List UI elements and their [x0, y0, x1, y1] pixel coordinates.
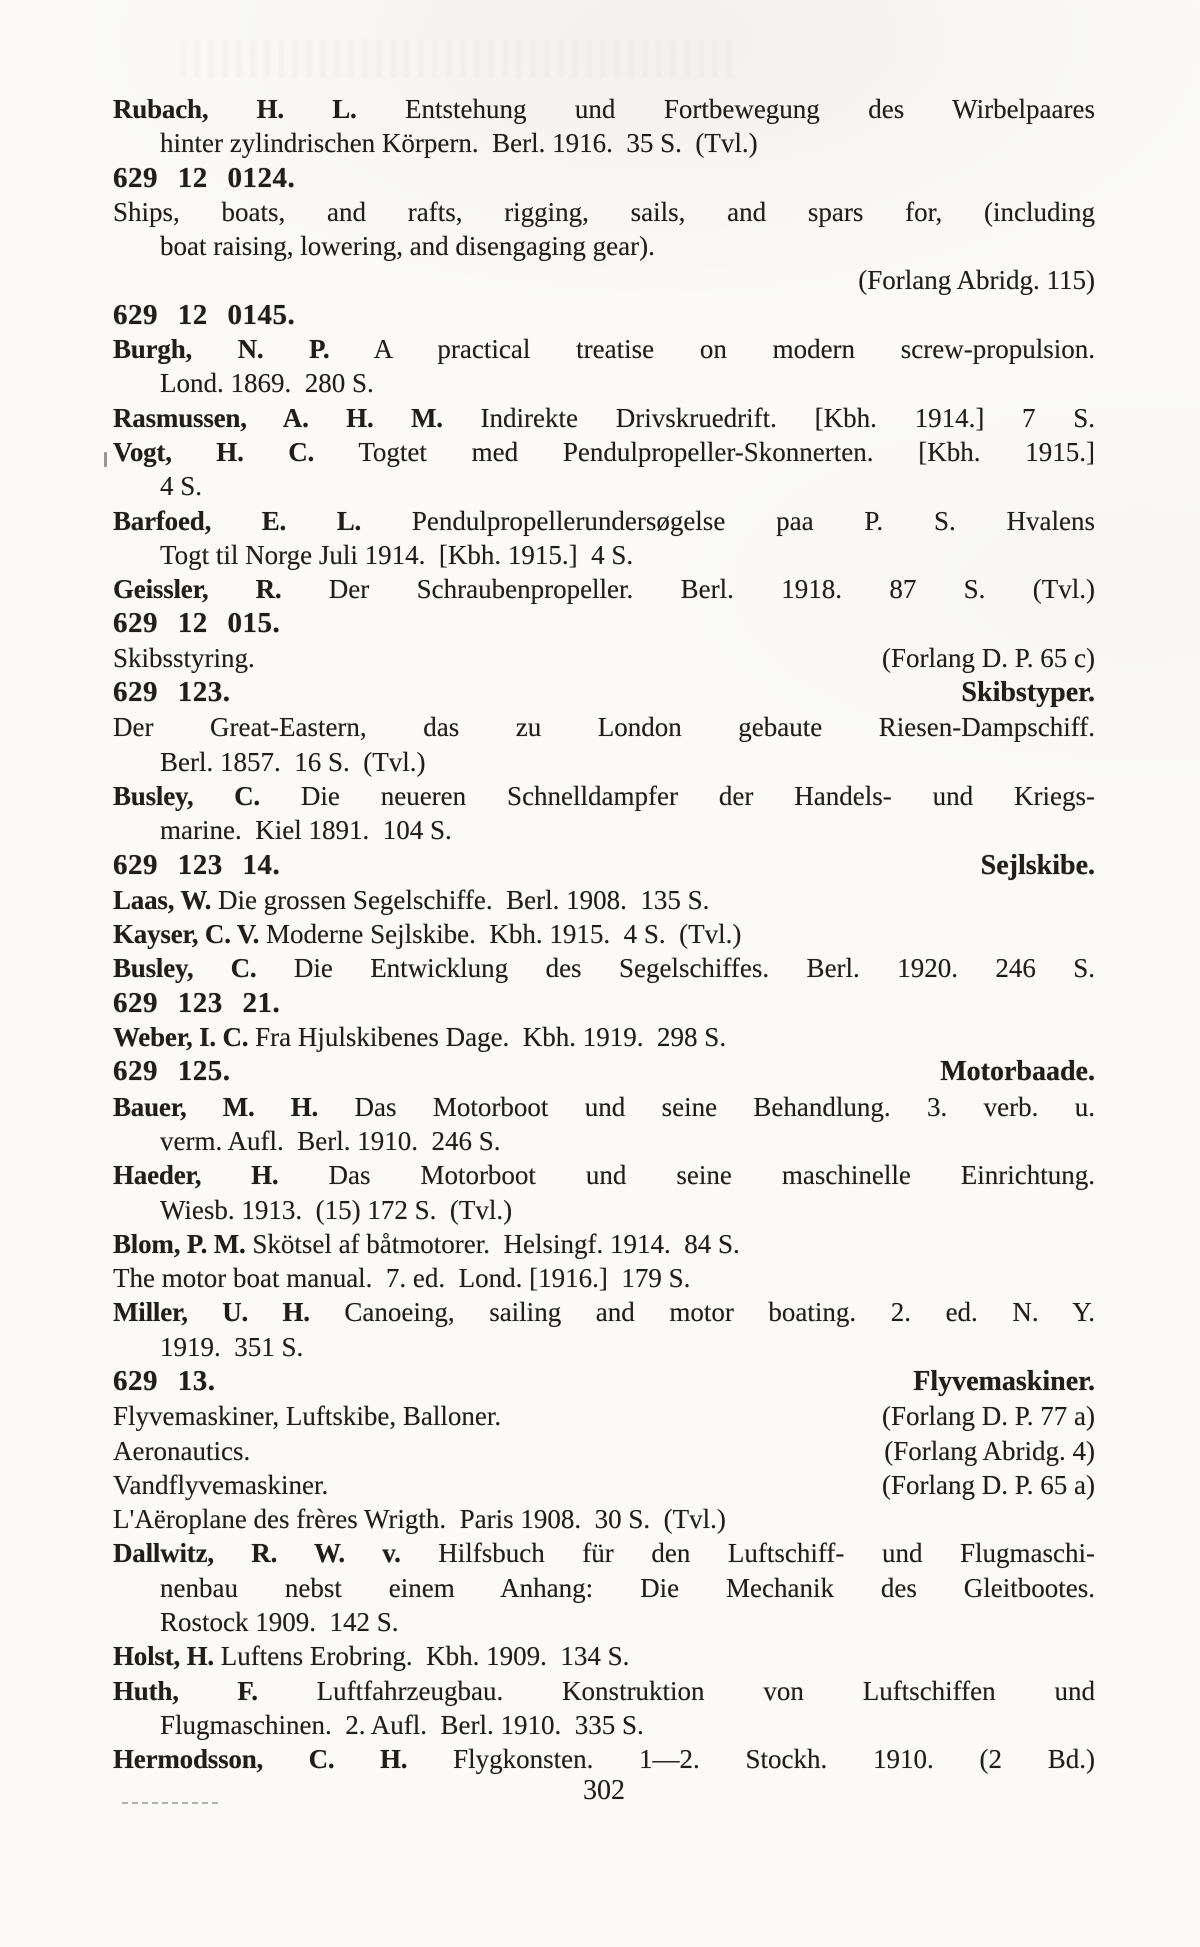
reference-label: (Forlang D. P. 65 a) — [882, 1469, 1095, 1500]
line-text: Berl. 1857. 16 S. (Tvl.) — [160, 746, 426, 777]
class-number-line — [113, 1364, 1095, 1399]
reference-label: (Forlang D. P. 65 c) — [882, 642, 1095, 673]
catalog-line — [113, 1020, 1095, 1054]
line-text: 1919. 351 S. — [160, 1331, 304, 1362]
scan-mark-artifact — [104, 452, 107, 467]
line-text: Rubach, H. L. Entstehung und Fortbewegung des Wirbelpaares — [113, 94, 1096, 124]
catalog-line — [113, 1605, 1095, 1639]
catalog-line — [113, 229, 1095, 263]
line-text: Bauer, M. H. Das Motorboot und seine Behandlung. 3. verb. u. — [113, 1091, 1095, 1122]
line-text: verm. Aufl. Berl. 1910. 246 S. — [160, 1125, 501, 1156]
catalog-line — [113, 1536, 1095, 1570]
line-text: boat raising, lowering, and disengaging gear). — [160, 231, 655, 262]
catalog-line — [113, 745, 1095, 779]
catalog-line — [113, 332, 1095, 366]
line-text: 629 12 015. — [113, 607, 281, 640]
line-text: Skibsstyring. — [113, 642, 255, 673]
author-name: Holst, H. — [113, 1641, 214, 1672]
catalog-line — [113, 1434, 1095, 1468]
catalog-line — [113, 883, 1095, 917]
line-text: Flugmaschinen. 2. Aufl. Berl. 1910. 335 S. — [160, 1709, 644, 1740]
line-text: Burgh, N. P. A practical treatise on modern screw-propulsion. — [113, 334, 1096, 365]
line-text: Holst, H. Luftens Erobring. Kbh. 1909. 134 S. — [113, 1641, 630, 1672]
catalog-line — [113, 1090, 1095, 1124]
author-name: Burgh, N. P. — [113, 334, 330, 365]
catalog-line — [113, 1468, 1095, 1502]
catalog-line — [113, 195, 1095, 229]
line-text: 629 123 21. — [113, 986, 281, 1019]
author-name: Vogt, H. C. — [113, 436, 315, 467]
catalog-line — [113, 1261, 1095, 1295]
catalog-line — [113, 92, 1095, 126]
line-text: 629 123 14. — [113, 848, 281, 881]
line-text: Busley, C. Die Entwicklung des Segelschiffes. Berl. 1920. 246 S. — [113, 953, 1095, 984]
line-text: Hermodsson, C. H. Flygkonsten. 1—2. Stockh. 1910. (2 Bd.) — [113, 1744, 1095, 1775]
class-number-line — [113, 161, 1095, 195]
catalog-line — [113, 572, 1095, 606]
catalog-line — [113, 1227, 1095, 1261]
line-text: Aeronautics. — [113, 1435, 251, 1466]
line-text: Lond. 1869. 280 S. — [160, 368, 374, 399]
line-text: Barfoed, E. L. Pendulpropellerundersøgelse paa P. S. Hvalens — [113, 505, 1096, 536]
author-name: Bauer, M. H. — [113, 1091, 319, 1122]
catalog-line — [113, 1399, 1095, 1433]
scan-smudge-artifact — [180, 40, 740, 78]
page-number: 302 — [583, 1775, 625, 1806]
class-number-line — [113, 675, 1095, 710]
class-number-line — [113, 298, 1095, 332]
catalog-line — [113, 641, 1095, 675]
line-text: Kayser, C. V. Moderne Sejlskibe. Kbh. 1915. 4 S. (Tvl.) — [113, 919, 742, 950]
reference-label: (Forlang Abridg. 4) — [884, 1435, 1095, 1466]
author-name: Hermodsson, C. H. — [113, 1744, 408, 1775]
catalog-line — [113, 779, 1095, 813]
catalog-line — [113, 1742, 1095, 1776]
section-heading: Skibstyper. — [961, 677, 1095, 709]
catalog-line — [113, 813, 1095, 847]
author-name: Haeder, H. — [113, 1160, 279, 1191]
catalog-line — [113, 366, 1095, 400]
catalog-line — [113, 263, 1095, 297]
line-text: L'Aëroplane des frères Wrigth. Paris 1908. 30 S. (Tvl.) — [113, 1504, 726, 1535]
line-text: 629 123. — [113, 676, 231, 709]
catalog-line — [113, 1295, 1095, 1329]
reference-label: (Forlang D. P. 77 a) — [882, 1401, 1095, 1432]
catalog-line — [113, 538, 1095, 572]
line-text: Flyvemaskiner, Luftskibe, Balloner. — [113, 1401, 502, 1432]
line-text: Laas, W. Die grossen Segelschiffe. Berl. 1908. 135 S. — [113, 884, 710, 915]
class-number-line — [113, 848, 1095, 883]
author-name: Busley, C. — [113, 953, 257, 984]
line-text: Der Great-Eastern, das zu London gebaute Riesen-Dampschiff. — [113, 712, 1095, 743]
catalog-line — [113, 1502, 1095, 1536]
catalog-line — [113, 951, 1095, 985]
author-name: Rubach, H. L. — [113, 94, 357, 124]
line-text: Wiesb. 1913. (15) 172 S. (Tvl.) — [160, 1194, 513, 1225]
line-text: 629 12 0145. — [113, 298, 296, 331]
author-name: Huth, F. — [113, 1675, 258, 1706]
catalog-line — [113, 126, 1095, 160]
line-text: Haeder, H. Das Motorboot und seine maschinelle Einrichtung. — [113, 1160, 1096, 1191]
line-text: hinter zylindrischen Körpern. Berl. 1916. 35 S. (Tvl.) — [160, 128, 758, 159]
class-number-line — [113, 1054, 1095, 1089]
catalog-line — [113, 1674, 1095, 1708]
line-text: Miller, U. H. Canoeing, sailing and motor boating. 2. ed. N. Y. — [113, 1297, 1095, 1328]
line-text: Geissler, R. Der Schraubenpropeller. Berl. 1918. 87 S. (Tvl.) — [113, 574, 1096, 605]
line-text: The motor boat manual. 7. ed. Lond. [1916.] 179 S. — [113, 1263, 691, 1294]
reference-label: (Forlang Abridg. 115) — [858, 265, 1095, 296]
section-heading: Sejlskibe. — [980, 849, 1095, 881]
catalog-line — [113, 1330, 1095, 1364]
scan-dash-artifact — [122, 1802, 218, 1804]
catalog-line — [113, 1193, 1095, 1227]
line-text: Vandflyvemaskiner. — [113, 1469, 329, 1500]
line-text: Ships, boats, and rafts, rigging, sails, and spars for, (including — [113, 196, 1095, 227]
line-text: nenbau nebst einem Anhang: Die Mechanik des Gleitbootes. — [160, 1572, 1095, 1603]
catalog-line — [113, 710, 1095, 744]
author-name: Kayser, C. V. — [113, 919, 260, 950]
section-heading: Motorbaade. — [940, 1056, 1095, 1088]
author-name: Blom, P. M. — [113, 1228, 246, 1259]
class-number-line — [113, 606, 1095, 640]
author-name: Laas, W. — [113, 884, 212, 915]
line-text: Weber, I. C. Fra Hjulskibenes Dage. Kbh. 1919. 298 S. — [113, 1022, 727, 1053]
catalog-line — [113, 1708, 1095, 1742]
author-name: Weber, I. C. — [113, 1022, 249, 1053]
line-text: Togt til Norge Juli 1914. [Kbh. 1915.] 4 S. — [160, 539, 634, 570]
line-text: Busley, C. Die neueren Schnelldampfer der Handels- und Kriegs- — [113, 780, 1096, 811]
author-name: Geissler, R. — [113, 574, 282, 605]
line-text: 629 12 0124. — [113, 161, 296, 194]
line-text: Huth, F. Luftfahrzeugbau. Konstruktion von Luftschiffen und — [113, 1675, 1095, 1706]
class-number-line — [113, 986, 1095, 1020]
author-name: Miller, U. H. — [113, 1297, 310, 1328]
line-text: 629 125. — [113, 1055, 231, 1088]
line-text: 629 13. — [113, 1364, 216, 1397]
line-text: Rostock 1909. 142 S. — [160, 1607, 399, 1638]
section-heading: Flyvemaskiner. — [913, 1365, 1095, 1397]
line-text: Vogt, H. C. Togtet med Pendulpropeller-Skonnerten. [Kbh. 1915.] — [113, 436, 1095, 467]
author-name: Rasmussen, A. H. M. — [113, 402, 443, 433]
line-text: marine. Kiel 1891. 104 S. — [160, 815, 452, 846]
author-name: Barfoed, E. L. — [113, 505, 362, 536]
catalog-line — [113, 1639, 1095, 1673]
catalog-line — [113, 401, 1095, 435]
line-text: Rasmussen, A. H. M. Indirekte Drivskruedrift. [Kbh. 1914.] 7 S. — [113, 402, 1095, 433]
catalog-line — [113, 1571, 1095, 1605]
catalog-line — [113, 469, 1095, 503]
catalog-lines — [113, 92, 1095, 1777]
author-name: Dallwitz, R. W. v. — [113, 1538, 401, 1569]
line-text: Dallwitz, R. W. v. Hilfsbuch für den Luftschiff- und Flugmaschi- — [113, 1538, 1096, 1569]
catalog-line — [113, 1158, 1095, 1192]
catalog-line — [113, 917, 1095, 951]
line-text: 4 S. — [160, 471, 203, 502]
author-name: Busley, C. — [113, 780, 260, 811]
catalog-line — [113, 1124, 1095, 1158]
line-text: Blom, P. M. Skötsel af båtmotorer. Helsingf. 1914. 84 S. — [113, 1228, 740, 1259]
catalog-line — [113, 504, 1095, 538]
catalog-line — [113, 435, 1095, 469]
